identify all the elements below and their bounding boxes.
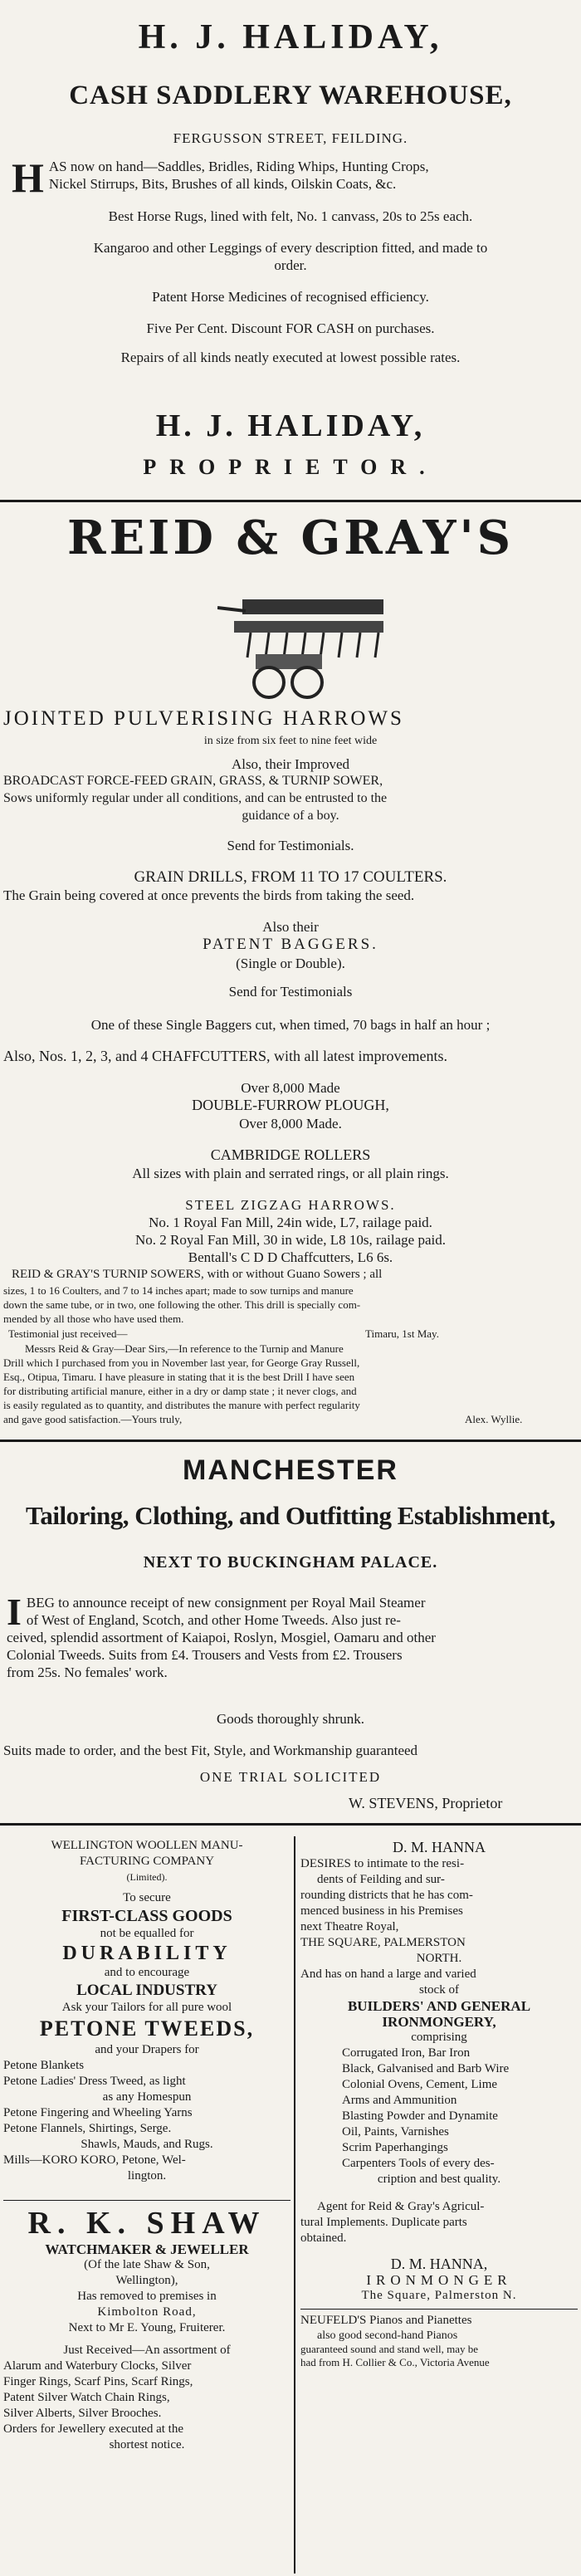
manchester-title: MANCHESTER [183,1454,398,1486]
testimonial-line-5: is easily regulated as to quantity, and distributes the manure with perfect regularity [3,1399,360,1411]
hanna-line-7: THE SQUARE, PALMERSTON [300,1936,466,1949]
hanna-line-20: Scrim Paperhangings [342,2141,448,2154]
over-made-1: Over 8,000 Made [241,1080,340,1096]
shaw-line-11: Patent Silver Watch Chain Rings, [3,2391,170,2404]
wellington-line-19: Mills—KORO KORO, Petone, Wel- [3,2153,186,2167]
divider [0,500,581,502]
wellington-line-5: FIRST-CLASS GOODS [61,1907,232,1925]
haliday-title: H. J. HALIDAY, [138,18,443,56]
baggers-note: One of these Single Baggers cut, when timed, 70 bags in half an hour ; [90,1017,491,1033]
divider [0,1823,581,1826]
haliday-rugs: Best Horse Rugs, lined with felt, No. 1 canvass, 20s to 25s each. [108,208,473,224]
hanna-line-31: guaranteed sound and stand well, may be [300,2343,479,2355]
shaw-line-7: Next to Mr E. Young, Fruiterer. [68,2321,226,2334]
haliday-address: FERGUSSON STREET, FEILDING. [173,130,408,146]
grain-drills: GRAIN DRILLS, FROM 11 TO 17 COULTERS. [134,868,447,886]
testimonial-line-3: Esq., Otipua, Timaru. I have pleasure in stating that it is the best Drill I have seen [3,1371,355,1383]
wellington-line-18: Shawls, Mauds, and Rugs. [81,2138,213,2151]
jointed-harrows: JOINTED PULVERISING HARROWS [3,707,404,730]
shaw-line-4: Wellington), [115,2274,178,2287]
haliday-signature: H. J. HALIDAY, [155,408,426,443]
manchester-intro-line-3: ceived, splendid assortment of Kaiapoi, Roslyn, Mosgiel, Oamaru and other [7,1630,436,1645]
one-trial: ONE TRIAL SOLICITED [199,1769,382,1785]
testimonial-line-6: and gave good satisfaction.—Yours truly, [3,1413,183,1425]
patent-baggers: PATENT BAGGERS. [203,936,378,953]
wellington-line-10: Ask your Tailors for all pure wool [61,2001,232,2014]
hanna-line-6: next Theatre Royal, [300,1920,399,1933]
haliday-medicines: Patent Horse Medicines of recognised efficiency. [152,289,429,305]
shaw-line-13: Orders for Jewellery executed at the [3,2422,183,2436]
wellington-line-6: not be equalled for [100,1927,194,1940]
harrow-illustration [217,583,392,701]
hanna-line-12: IRONMONGERY, [382,2014,496,2030]
send-testimonials-1: Send for Testimonials. [227,838,354,853]
hanna-line-26: D. M. HANNA, [390,2256,488,2272]
hanna-line-16: Colonial Ovens, Cement, Lime [342,2078,498,2091]
shaw-line-9: Alarum and Waterbury Clocks, Silver [3,2359,192,2373]
manchester-intro [7,1591,574,1681]
hanna-line-14: Corrugated Iron, Bar Iron [342,2046,471,2060]
haliday-intro-line-2: Nickel Stirrups, Bits, Brushes of all kinds, Oilskin Coats, &c. [48,176,397,192]
divider [3,2200,290,2201]
wellington-line-13: Petone Blankets [3,2059,85,2072]
haliday-subtitle: CASH SADDLERY WAREHOUSE, [69,81,512,110]
manchester-location: NEXT TO BUCKINGHAM PALACE. [143,1553,438,1572]
haliday-proprietor: PROPRIETOR. [143,455,438,479]
wellington-line-9: LOCAL INDUSTRY [76,1982,217,1999]
shaw-line-14: shortest notice. [109,2438,185,2451]
hanna-line-23: Agent for Reid & Gray's Agricul- [317,2200,485,2213]
turnip-sowers-line-4: mended by all those who have used them. [3,1312,184,1325]
bentall-chaffcutters: Bentall's C D D Chaffcutters, L6 6s. [188,1249,393,1265]
wellington-woollen-ad [3,1838,290,2184]
shaw-line-8: Just Received—An assortment of [63,2344,231,2357]
over-made-2: Over 8,000 Made. [239,1116,342,1132]
shaw-line-6: Kimbolton Road, [97,2305,197,2319]
haliday-intro-line-1: AS now on hand—Saddles, Bridles, Riding Whips, Hunting Crops, [48,159,429,174]
shaw-line-5: Has removed to premises in [77,2290,217,2303]
hanna-line-27: IRONMONGER [366,2272,512,2288]
haliday-dropcap: H [12,154,44,201]
hanna-line-32: had from H. Collier & Co., Victoria Avenue [300,2356,490,2368]
haliday-leggings-line-1: Kangaroo and other Leggings of every description fitted, and made to [93,240,488,256]
wellington-line-7: DURABILITY [62,1943,232,1964]
manchester-dropcap: I [7,1591,22,1633]
shaw-jeweller-ad [3,2205,290,2453]
wellington-line-4: To secure [123,1891,171,1904]
wellington-line-12: and your Drapers for [95,2043,199,2056]
manchester-intro-line-1: BEG to announce receipt of new consignment per Royal Mail Steamer [26,1595,426,1611]
haliday-advertisement [0,0,581,398]
also-improved: Also, their Improved [231,756,350,772]
zigzag-harrows: STEEL ZIGZAG HARROWS. [185,1197,396,1213]
fan-mill-1: No. 1 Royal Fan Mill, 24in wide, L7, railage paid. [149,1215,432,1230]
hanna-line-3: dents of Feilding and sur- [317,1873,445,1886]
wellington-line-3: (Limited). [126,1871,168,1883]
wellington-line-16: Petone Fingering and Wheeling Yarns [3,2106,193,2119]
turnip-sowers-line-1: REID & GRAY'S TURNIP SOWERS, with or without Guano Sowers ; all [12,1268,383,1281]
hanna-line-5: menced business in his Premises [300,1904,463,1918]
harrow-sizes: in size from six feet to nine feet wide [203,735,378,747]
hanna-line-11: BUILDERS' AND GENERAL [347,1998,531,2014]
wellington-line-17: Petone Flannels, Shirtings, Serge. [3,2122,172,2135]
divider [0,1440,581,1442]
manchester-intro-line-2: of West of England, Scotch, and other Home Tweeds. Also just re- [26,1612,401,1628]
hanna-line-21: Carpenters Tools of every des- [342,2157,495,2170]
haliday-leggings-line-2: order. [274,257,307,273]
hanna-line-13: comprising [411,2031,467,2044]
hanna-line-24: tural Implements. Duplicate parts [300,2216,467,2229]
manchester-proprietor: W. STEVENS, Proprietor [349,1795,503,1811]
hanna-line-28: The Square, Palmerston N. [361,2289,517,2302]
suits-made: Suits made to order, and the best Fit, Style, and Workmanship guaranteed [3,1743,418,1758]
manchester-intro-line-5: from 25s. No females' work. [7,1664,168,1680]
broadcast-line-2: Sows uniformly regular under all conditions, and can be entrusted to the [3,791,388,805]
wellington-line-8: and to encourage [104,1966,190,1979]
wellington-line-20: lington. [127,2169,167,2183]
wellington-line-2: FACTURING COMPANY [79,1855,215,1868]
hanna-line-25: obtained. [300,2231,347,2245]
double-furrow-plough: DOUBLE-FURROW PLOUGH, [192,1097,389,1113]
baggers-type: (Single or Double). [236,956,345,971]
wellington-line-14: Petone Ladies' Dress Tweed, as light [3,2075,186,2088]
turnip-sowers-line-2: sizes, 1 to 16 Coulters, and 7 to 14 inches apart; made to sow turnips and manure [3,1284,354,1297]
testimonial-line-2: Drill which I purchased from you in November last year, for George Gray Russell, [3,1356,360,1369]
wellington-line-1: WELLINGTON WOOLLEN MANU- [51,1839,243,1852]
hanna-line-10: stock of [419,1983,459,1997]
haliday-repairs: Repairs of all kinds neatly executed at lowest possible rates. [120,349,461,365]
hanna-line-30: also good second-hand Pianos [317,2329,458,2342]
shaw-line-2: WATCHMAKER & JEWELLER [45,2241,249,2257]
hanna-line-19: Oil, Paints, Varnishes [342,2125,449,2139]
shaw-line-3: (Of the late Shaw & Son, [84,2258,210,2271]
haliday-discount: Five Per Cent. Discount FOR CASH on purchases. [146,320,435,336]
hanna-line-15: Black, Galvanised and Barb Wire [342,2062,510,2075]
wellington-line-11: PETONE TWEEDS, [39,2016,255,2041]
goods-shrunk: Goods thoroughly shrunk. [216,1711,365,1727]
shaw-line-10: Finger Rings, Scarf Pins, Scarf Rings, [3,2375,193,2388]
turnip-sowers-line-3: down the same tube, or in two, one following the other. This drill is specially com- [3,1298,361,1311]
column-divider [294,1836,295,2574]
shaw-line-12: Silver Alberts, Silver Brooches. [3,2407,162,2420]
hanna-line-18: Blasting Powder and Dynamite [342,2109,498,2123]
also-their: Also their [262,919,319,935]
hanna-line-8: NORTH. [416,1952,462,1965]
haliday-intro [12,154,574,201]
chaffcutters: Also, Nos. 1, 2, 3, and 4 CHAFFCUTTERS, with all latest improvements. [3,1048,447,1064]
hanna-line-22: cription and best quality. [377,2173,501,2186]
testimonial-place: Timaru, 1st May. [365,1327,439,1340]
testimonial-signature: Alex. Wyllie. [465,1413,523,1425]
testimonial-line-4: for distributing artificial manure, either in a dry or damp state ; it never clogs, and [3,1385,357,1397]
shaw-line-1: R. K. SHAW [27,2206,266,2241]
hanna-line-17: Arms and Ammunition [342,2094,457,2107]
send-testimonials-2: Send for Testimonials [228,984,353,1000]
fan-mill-2: No. 2 Royal Fan Mill, 30 in wide, L8 10s, railage paid. [135,1232,446,1248]
manchester-intro-line-4: Colonial Tweeds. Suits from £4. Trousers and Vests from £2. Trousers [7,1647,403,1663]
manchester-subtitle: Tailoring, Clothing, and Outfitting Establishment, [26,1501,555,1530]
broadcast-sower: BROADCAST FORCE-FEED GRAIN, GRASS, & TURNIP SOWER, [3,774,383,788]
hanna-line-9: And has on hand a large and varied [300,1967,476,1981]
grain-drills-note: The Grain being covered at once prevents the birds from taking the seed. [3,887,415,903]
hanna-line-1: D. M. HANNA [393,1839,486,1855]
rollers-note: All sizes with plain and serrated rings, or all plain rings. [132,1166,449,1181]
wellington-line-15: as any Homespun [102,2090,192,2104]
hanna-ironmonger-ad [300,1838,578,2369]
cambridge-rollers: CAMBRIDGE ROLLERS [210,1146,371,1163]
broadcast-line-3: guidance of a boy. [242,809,339,823]
hanna-line-2: DESIRES to intimate to the resi- [300,1857,465,1870]
reid-gray-title: REID & GRAY'S [66,511,515,565]
hanna-line-29: NEUFELD'S Pianos and Pianettes [300,2309,578,2329]
hanna-line-4: rounding districts that he has com- [300,1889,473,1902]
testimonial-line-1: Messrs Reid & Gray—Dear Sirs,—In reference to the Turnip and Manure [25,1342,344,1355]
testimonial-heading: Testimonial just received— [8,1327,128,1340]
